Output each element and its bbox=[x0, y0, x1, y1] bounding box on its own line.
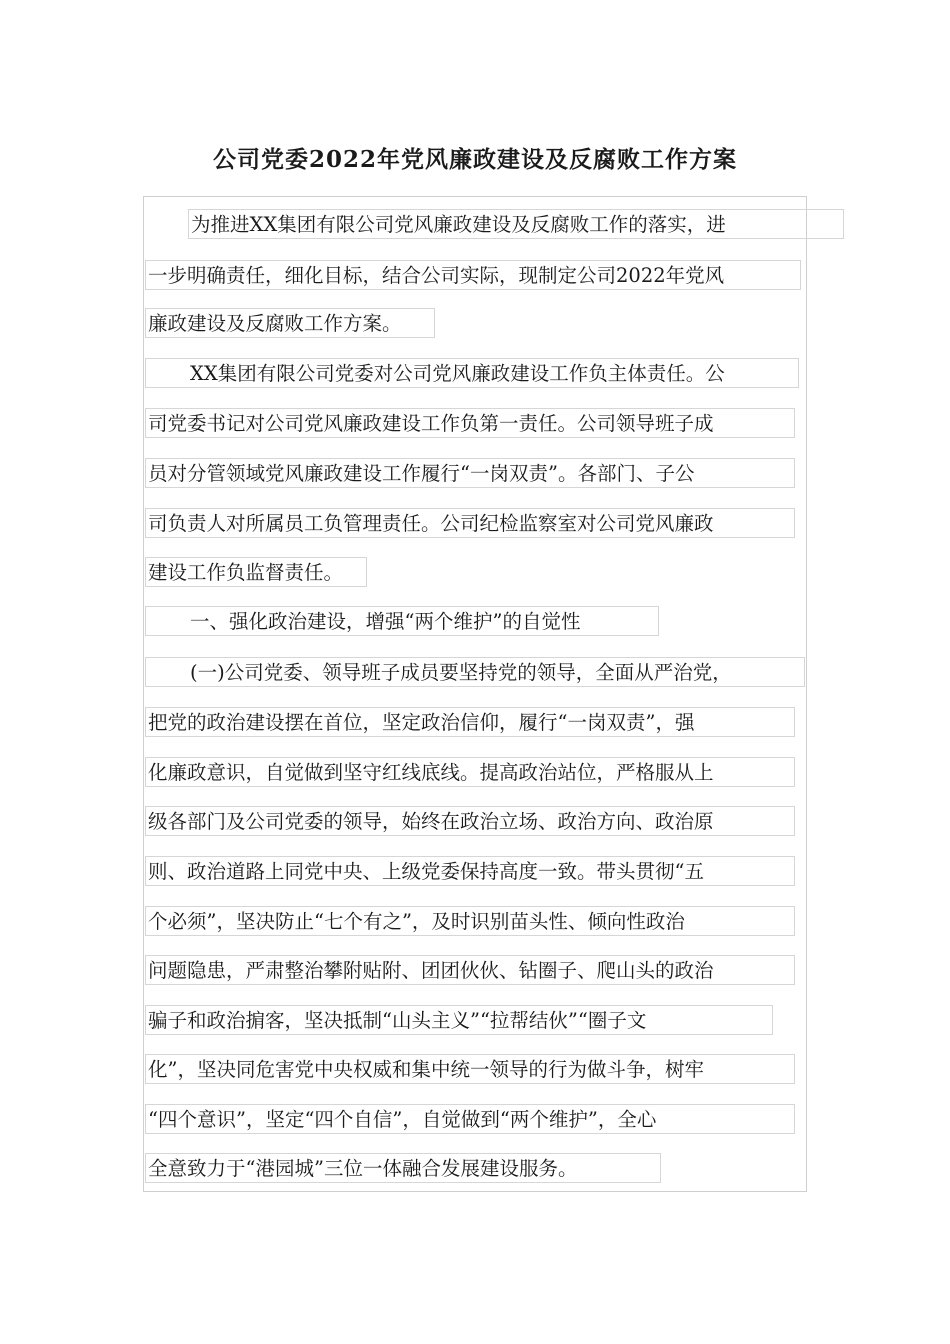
text-line: 一步明确责任，细化目标，结合公司实际，现制定公司2022年党风 bbox=[145, 260, 801, 290]
section-heading: 一、强化政治建设，增强“两个维护”的自觉性 bbox=[145, 606, 659, 636]
text-line: 级各部门及公司党委的领导，始终在政治立场、政治方向、政治原 bbox=[145, 806, 795, 836]
text-line: 化廉政意识，自觉做到坚守红线底线。提高政治站位，严格服从上 bbox=[145, 757, 795, 787]
text-line: (一)公司党委、领导班子成员要坚持党的领导，全面从严治党， bbox=[145, 657, 805, 687]
text-line: 问题隐患，严肃整治攀附贴附、团团伙伙、钻圈子、爬山头的政治 bbox=[145, 955, 795, 985]
text-line: 司负责人对所属员工负管理责任。公司纪检监察室对公司党风廉政 bbox=[145, 508, 795, 538]
text-frame bbox=[143, 196, 807, 1192]
text-line: 司党委书记对公司党风廉政建设工作负第一责任。公司领导班子成 bbox=[145, 408, 795, 438]
text-line: 则、政治道路上同党中央、上级党委保持高度一致。带头贯彻“五 bbox=[145, 856, 795, 886]
text-line: 把党的政治建设摆在首位，坚定政治信仰，履行“一岗双责”，强 bbox=[145, 707, 795, 737]
text-line: 员对分管领域党风廉政建设工作履行“一岗双责”。各部门、子公 bbox=[145, 458, 795, 488]
text-line: 化”，坚决同危害党中央权威和集中统一领导的行为做斗争，树牢 bbox=[145, 1054, 795, 1084]
text-line: 骗子和政治掮客，坚决抵制“山头主义”“拉帮结伙”“圈子文 bbox=[145, 1005, 773, 1035]
text-line: 建设工作负监督责任。 bbox=[145, 557, 367, 587]
text-line: “四个意识”，坚定“四个自信”，自觉做到“两个维护”，全心 bbox=[145, 1104, 795, 1134]
text-line: 个必须”，坚决防止“七个有之”，及时识别苗头性、倾向性政治 bbox=[145, 906, 795, 936]
document-title: 公司党委2022年党风廉政建设及反腐败工作方案 bbox=[212, 146, 737, 173]
text-line: 廉政建设及反腐败工作方案。 bbox=[145, 308, 435, 338]
text-line: 为推进XX集团有限公司党风廉政建设及反腐败工作的落实，进 bbox=[188, 209, 844, 239]
text-line: XX集团有限公司党委对公司党风廉政建设工作负主体责任。公 bbox=[145, 358, 799, 388]
text-line: 全意致力于“港园城”三位一体融合发展建设服务。 bbox=[145, 1153, 661, 1183]
